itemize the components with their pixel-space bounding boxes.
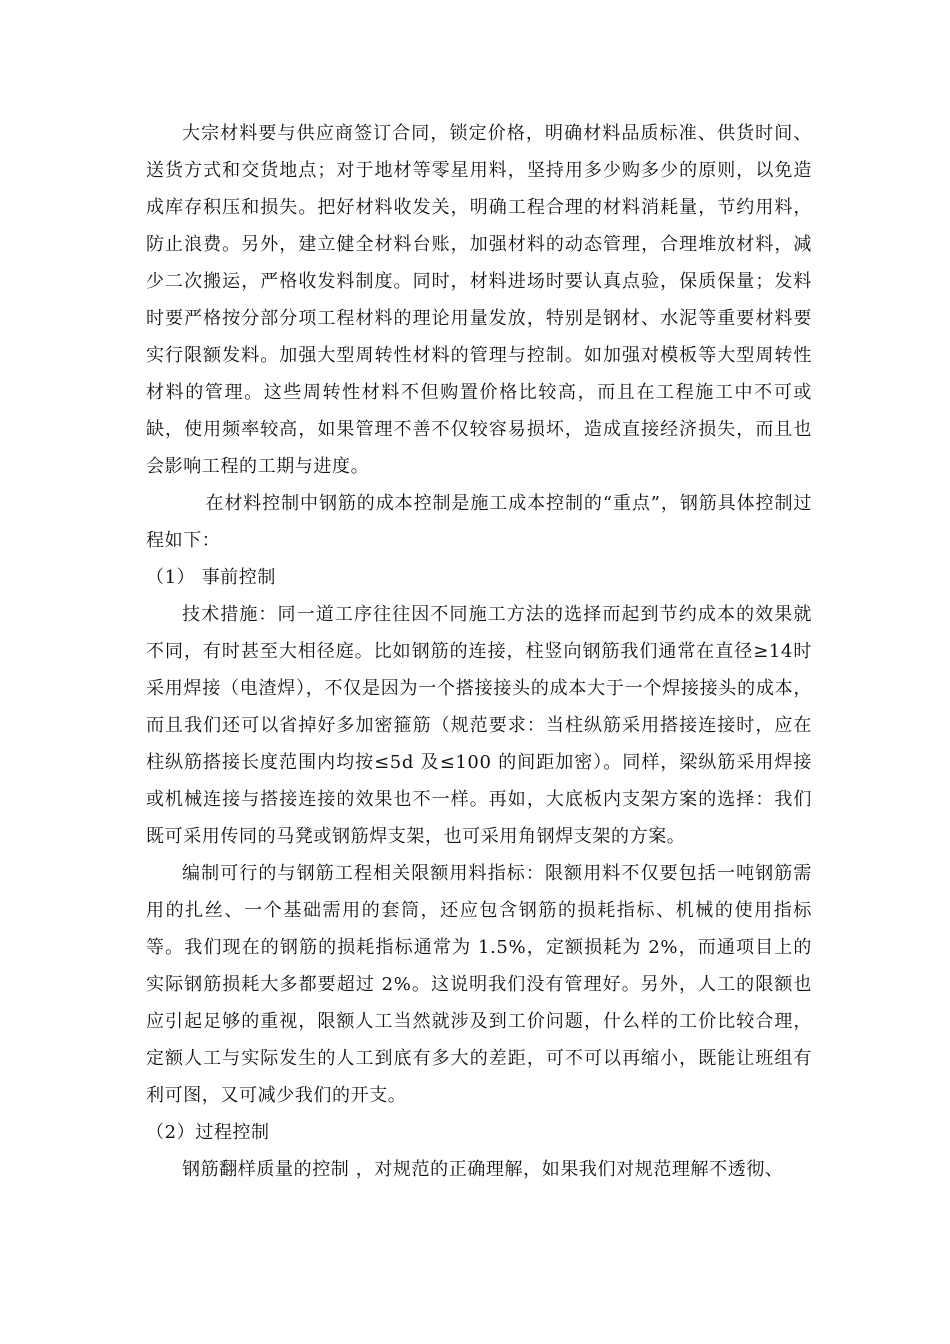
paragraph-technical-measures: 技术措施：同一道工序往往因不同施工方法的选择而起到节约成本的效果就不同，有时甚至大相径庭。比如钢筋的连接，柱竖向钢筋我们通常在直径≥14时采用焊接（电渣焊），不仅是因为一个搭接接头的成本大于一个焊接接头的成本，而且我们还可以省掉好多加密箍筋（规范要求：当柱纵筋采用搭接连接时，应在柱纵筋搭接长度范围内均按≤5d 及≤100 的间距加密）。同样，梁纵筋采用焊接或机械连接与搭接连接的效果也不一样。再如，大底板内支架方案的选择：我们既可采用传同的马凳或钢筋焊支架，也可采用角钢焊支架的方案。 xyxy=(146,604,812,847)
paragraph-rebar-cost-intro: 在材料控制中钢筋的成本控制是施工成本控制的“重点”，钢筋具体控制过程如下： xyxy=(146,493,812,551)
section-heading-process-control: （2）过程控制 xyxy=(146,1122,270,1143)
section-heading-pre-control: （1） 事前控制 xyxy=(146,567,276,588)
paragraph-material-procurement: 大宗材料要与供应商签订合同，锁定价格，明确材料品质标准、供货时间、送货方式和交货地点；对于地材等零星用料，坚持用多少购多少的原则，以免造成库存积压和损失。把好材料收发关，明确工程合理的材料消耗量，节约用料，防止浪费。另外，建立健全材料台账，加强材料的动态管理，合理堆放材料，减少二次搬运，严格收发料制度。同时，材料进场时要认真点验，保质保量；发料时要严格按分部分项工程材料的理论用量发放，特别是钢材、水泥等重要材料要实行限额发料。加强大型周转性材料的管理与控制。如加强对模板等大型周转性材料的管理。这些周转性材料不但购置价格比较高，而且在工程施工中不可或缺，使用频率较高，如果管理不善不仅较容易损坏，造成直接经济损失，而且也会影响工程的工期与进度。 xyxy=(146,123,812,477)
paragraph-quota-indicators: 编制可行的与钢筋工程相关限额用料指标：限额用料不仅要包括一吨钢筋需用的扎丝、一个基础需用的套筒，还应包含钢筋的损耗指标、机械的使用指标等。我们现在的钢筋的损耗指标通常为 1.5%，定额损耗为 2%，而通项目上的实际钢筋损耗大多都要超过 2%。这说明我们没有管理好。另外，人工的限额也应引起足够的重视，限额人工当然就涉及到工价问题，什么样的工价比较合理，定额人工与实际发生的人工到底有多大的差距，可不可以再缩小，既能让班组有利可图，又可减少我们的开支。 xyxy=(146,863,812,1106)
body-text xyxy=(146,115,812,1188)
paragraph-rebar-layout-quality: 钢筋翻样质量的控制 ，对规范的正确理解，如果我们对规范理解不透彻、 xyxy=(182,1159,784,1180)
